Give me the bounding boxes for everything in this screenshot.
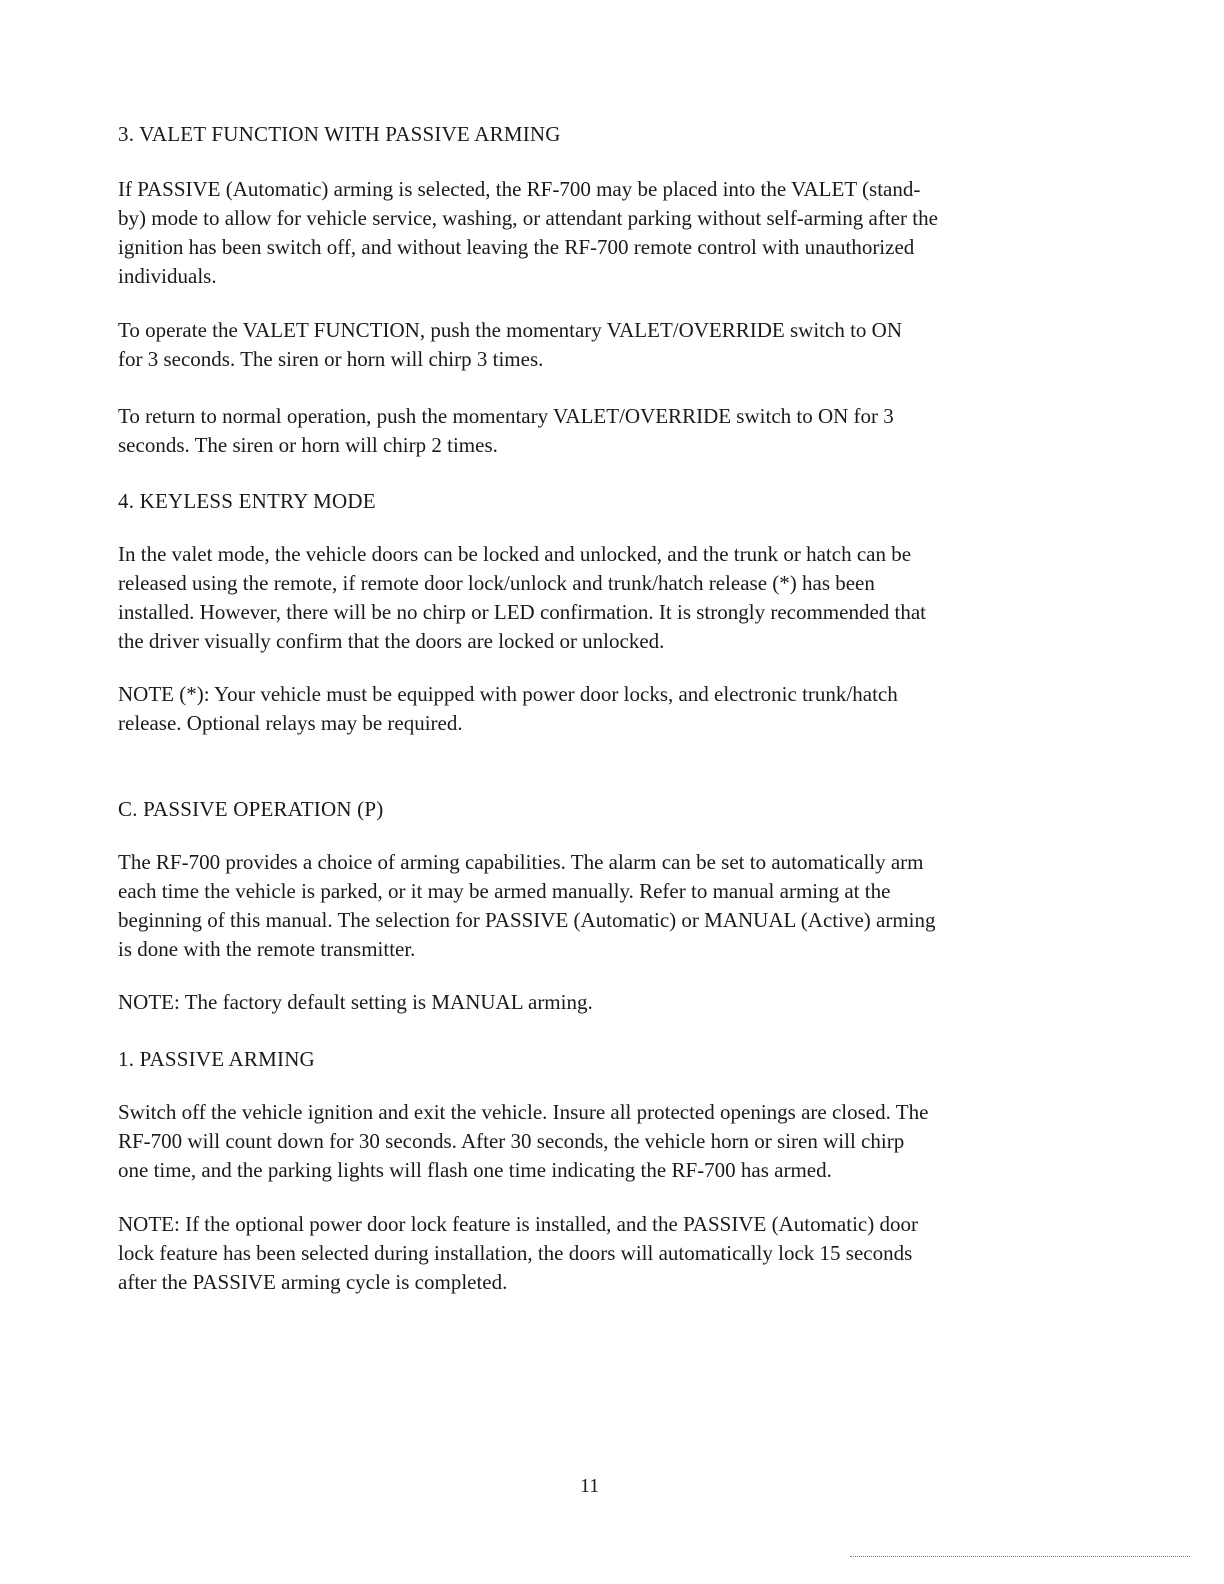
text-line: release. Optional relays may be required. (118, 711, 463, 735)
text-line: lock feature has been selected during installation, the doors will automatically lock 15 seconds (118, 1241, 913, 1265)
section-heading-valet-function: 3. VALET FUNCTION WITH PASSIVE ARMING (118, 122, 561, 146)
text-line: the driver visually confirm that the doors are locked or unlocked. (118, 629, 665, 653)
paragraph-keyless-entry (118, 540, 1058, 656)
scan-artifact-divider (850, 1556, 1190, 1560)
paragraph-passive-arming (118, 1098, 1058, 1185)
paragraph-arming-note (118, 1210, 1058, 1297)
text-line: beginning of this manual. The selection for PASSIVE (Automatic) or MANUAL (Active) arming (118, 908, 936, 932)
text-line: To return to normal operation, push the momentary VALET/OVERRIDE switch to ON for 3 (118, 404, 894, 428)
text-line: ignition has been switch off, and without leaving the RF-700 remote control with unauthorized (118, 235, 915, 259)
text-line: To operate the VALET FUNCTION, push the momentary VALET/OVERRIDE switch to ON (118, 318, 903, 342)
text-line: RF-700 will count down for 30 seconds. After 30 seconds, the vehicle horn or siren will chirp (118, 1129, 905, 1153)
text-line: NOTE: If the optional power door lock feature is installed, and the PASSIVE (Automatic) door (118, 1212, 918, 1236)
section-heading-passive-arming: 1. PASSIVE ARMING (118, 1047, 315, 1071)
paragraph-valet-intro (118, 175, 1058, 291)
paragraph-valet-operate (118, 316, 1058, 374)
text-line: seconds. The siren or horn will chirp 2 times. (118, 433, 498, 457)
text-line: is done with the remote transmitter. (118, 937, 416, 961)
text-line: individuals. (118, 264, 217, 288)
text-line: In the valet mode, the vehicle doors can be locked and unlocked, and the trunk or hatch can be (118, 542, 912, 566)
text-line: one time, and the parking lights will flash one time indicating the RF-700 has armed. (118, 1158, 832, 1182)
text-line: released using the remote, if remote door lock/unlock and trunk/hatch release (*) has been (118, 571, 875, 595)
text-line: after the PASSIVE arming cycle is completed. (118, 1270, 508, 1294)
text-line: If PASSIVE (Automatic) arming is selected, the RF-700 may be placed into the VALET (stand- (118, 177, 921, 201)
paragraph-passive-operation (118, 848, 1058, 964)
section-heading-passive-operation: C. PASSIVE OPERATION (P) (118, 797, 384, 821)
text-line: NOTE (*): Your vehicle must be equipped with power door locks, and electronic trunk/hatch (118, 682, 898, 706)
text-line: The RF-700 provides a choice of arming capabilities. The alarm can be set to automatically arm (118, 850, 924, 874)
text-line: Switch off the vehicle ignition and exit the vehicle. Insure all protected openings are closed. The (118, 1100, 929, 1124)
paragraph-valet-return (118, 402, 1058, 460)
page-number: 11 (580, 1475, 600, 1497)
text-line: each time the vehicle is parked, or it may be armed manually. Refer to manual arming at the (118, 879, 891, 903)
text-line: installed. However, there will be no chirp or LED confirmation. It is strongly recommended that (118, 600, 927, 624)
text-line: by) mode to allow for vehicle service, washing, or attendant parking without self-arming after the (118, 206, 938, 230)
text-line: for 3 seconds. The siren or horn will chirp 3 times. (118, 347, 544, 371)
text-line: NOTE: The factory default setting is MANUAL arming. (118, 990, 593, 1014)
paragraph-keyless-note (118, 680, 1058, 738)
section-heading-keyless-entry: 4. KEYLESS ENTRY MODE (118, 489, 376, 513)
paragraph-passive-note (118, 988, 1058, 1017)
